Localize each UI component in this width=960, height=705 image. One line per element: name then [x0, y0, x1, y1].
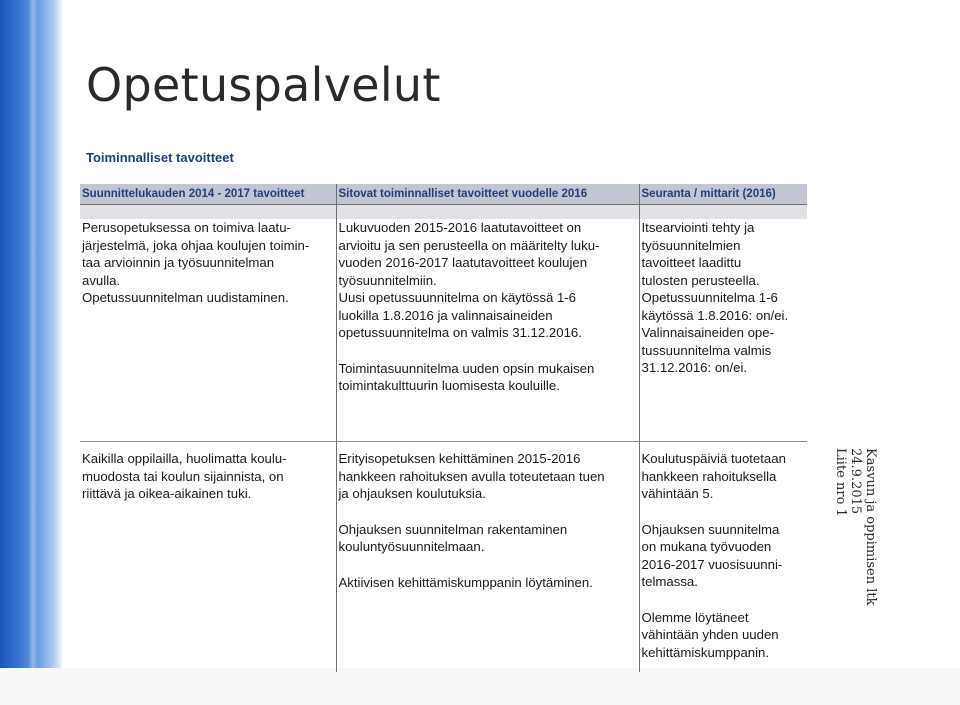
side-bar-highlight: [28, 0, 38, 668]
text-line: tussuunnitelma valmis: [641, 342, 772, 358]
paragraph-gap: [339, 342, 637, 360]
text-line: Lukuvuoden 2015-2016 laatutavoitteet on: [338, 220, 582, 235]
row2-metrics-cell: [639, 442, 807, 673]
text-line: toimintakulttuurin luomisesta kouluille.: [338, 378, 560, 393]
text-line: kouluntyösuunnitelmaan.: [338, 539, 485, 554]
text-line: muodosta tai koulun sijainnista, on: [82, 468, 284, 484]
text-line: Toimintasuunnitelma uuden opsin mukaisen: [338, 360, 595, 376]
header-planning-period-goals: Suunnittelukauden 2014 - 2017 tavoitteet: [80, 184, 336, 205]
text-line: opetussuunnitelma on valmis 31.12.2016.: [338, 325, 582, 340]
slide-subtitle: Toiminnalliset tavoitteet: [86, 150, 234, 165]
text-line: Perusopetuksessa on toimiva laatu-: [82, 220, 291, 235]
paragraph-gap: [339, 556, 637, 574]
bottom-strip: [0, 668, 960, 705]
text-line: työsuunnitelmiin.: [338, 272, 437, 288]
table-row: [80, 442, 807, 673]
row2-binding-goals-cell: [336, 442, 639, 673]
slide-title: Opetuspalvelut: [86, 58, 441, 112]
text-line: käytössä 1.8.2016: on/ei.: [641, 307, 789, 323]
stamp-date: 24.9.2015: [848, 448, 863, 515]
decorative-side-bar: [0, 0, 62, 668]
text-line: Ohjauksen suunnitelma: [641, 521, 780, 537]
text-line: Ohjauksen suunnitelman rakentaminen: [338, 521, 568, 537]
committee-stamp: [832, 448, 877, 606]
text-line: arvioitu ja sen perusteella on määritelty luku-: [338, 237, 600, 253]
goals-table: [80, 184, 807, 672]
text-line: tulosten perusteella.: [641, 272, 760, 288]
text-line: kehittämiskumppanin.: [641, 644, 770, 660]
text-line: työsuunnitelmien: [641, 237, 741, 253]
row1-metrics-cell: [639, 219, 807, 442]
table-spacer-row: [80, 205, 807, 220]
stamp-committee-name: Kasvun ja oppimisen ltk: [863, 448, 878, 606]
paragraph-gap: [642, 591, 806, 609]
text-line: vuoden 2016-2017 laatutavoitteet koulujen: [338, 255, 588, 270]
text-line: 31.12.2016: on/ei.: [641, 360, 748, 375]
text-line: Koulutuspäiviä tuotetaan: [641, 451, 786, 466]
row2-planning-goals-cell: [80, 442, 336, 673]
text-line: vähintään yhden uuden: [641, 627, 779, 642]
paragraph-gap: [642, 503, 806, 521]
text-line: taa arvioinnin ja työsuunnitelman: [82, 255, 275, 270]
text-line: Kaikilla oppilailla, huolimatta koulu-: [82, 451, 287, 466]
text-line: Opetussuunnitelma 1-6: [641, 290, 778, 305]
row1-planning-goals-cell: [80, 219, 336, 442]
text-line: järjestelmä, joka ohjaa koulujen toimin-: [82, 237, 310, 253]
text-line: hankkeen rahoituksella: [641, 468, 777, 484]
text-line: Olemme löytäneet: [641, 609, 749, 625]
text-line: luokilla 1.8.2016 ja valinnaisaineiden: [338, 307, 553, 323]
spacer-cell: [639, 205, 807, 220]
paragraph-gap: [339, 503, 637, 521]
text-line: Uusi opetussuunnitelma on käytössä 1-6: [338, 290, 577, 305]
text-line: avulla.: [82, 272, 121, 288]
text-line: Aktiivisen kehittämiskumppanin löytäminen.: [338, 574, 593, 590]
row1-binding-goals-cell: [336, 219, 639, 442]
text-line: Valinnaisaineiden ope-: [641, 325, 774, 340]
text-line: vähintään 5.: [641, 486, 714, 501]
text-line: ja ohjauksen koulutuksia.: [338, 486, 486, 501]
text-line: 2016-2017 vuosisuunni-: [641, 556, 783, 572]
table-header-row: [80, 184, 807, 205]
text-line: hankkeen rahoituksen avulla toteutetaan tuen: [338, 468, 605, 484]
header-monitoring-metrics: Seuranta / mittarit (2016): [639, 184, 807, 205]
text-line: riittävä ja oikea-aikainen tuki.: [82, 486, 252, 501]
text-line: Erityisopetuksen kehittäminen 2015-2016: [338, 451, 581, 466]
spacer-cell: [80, 205, 336, 220]
text-line: Itsearviointi tehty ja: [641, 220, 755, 235]
text-line: telmassa.: [641, 574, 698, 589]
stamp-attachment-number: Liite nro 1: [833, 448, 848, 517]
header-binding-goals-2016: Sitovat toiminnalliset tavoitteet vuodelle 2016: [336, 184, 639, 205]
text-line: tavoitteet laadittu: [641, 255, 742, 270]
spacer-cell: [336, 205, 639, 220]
table-row: [80, 219, 807, 442]
text-line: on mukana työvuoden: [641, 539, 772, 554]
text-line: Opetussuunnitelman uudistaminen.: [82, 290, 289, 305]
